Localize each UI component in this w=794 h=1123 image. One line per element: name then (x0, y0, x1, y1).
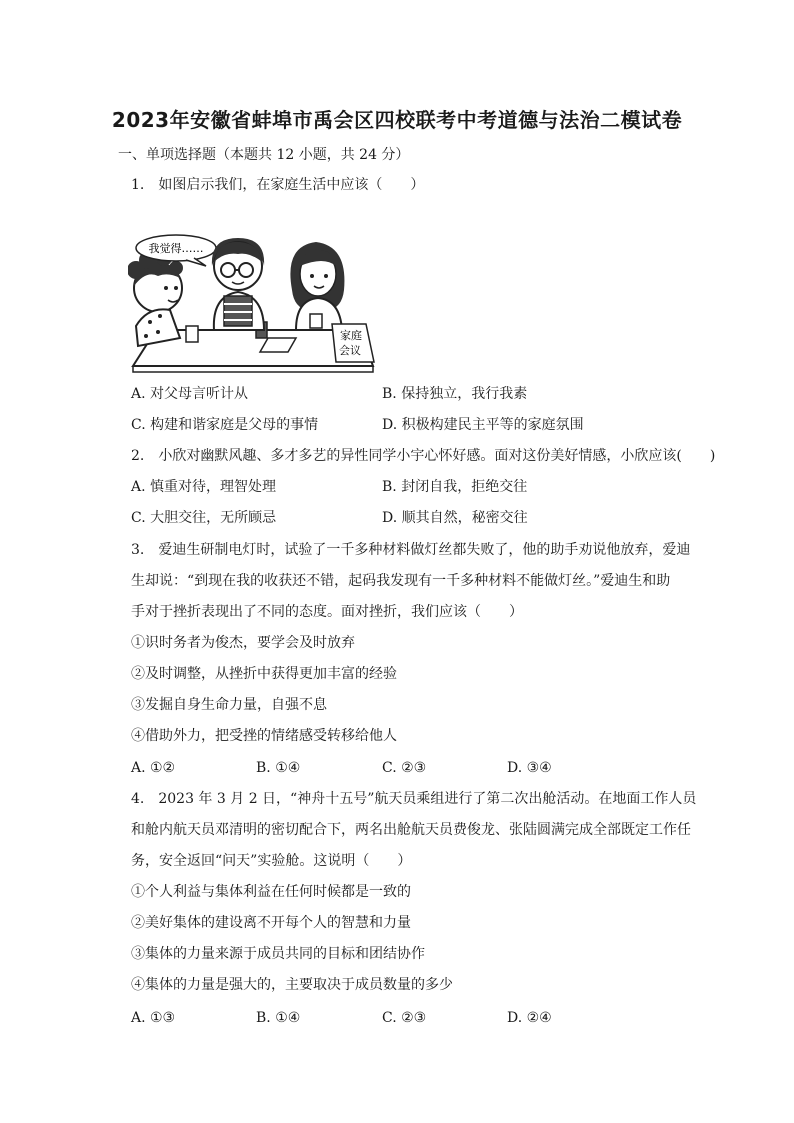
q1-option-c: C. 构建和谐家庭是父母的事情 (131, 417, 319, 433)
exam-title: 2023年安徽省蚌埠市禹会区四校联考中考道德与法治二模试卷 (111, 108, 683, 132)
q4-item-4: ④集体的力量是强大的，主要取决于成员数量的多少 (131, 977, 453, 993)
q2-option-b: B. 封闭自我，拒绝交往 (382, 479, 528, 495)
q4-item-2: ②美好集体的建设离不开每个人的智慧和力量 (131, 915, 411, 931)
q4-stem-line-3: 务，安全返回“问天”实验舱。这说明（ ） (131, 853, 412, 869)
speech-bubble-text: 我觉得…… (148, 242, 204, 255)
q3-stem-line-1: 3. 爱迪生研制电灯时，试验了一千多种材料做灯丝都失败了，他的助手劝说他放弃，爱迪 (131, 542, 691, 558)
q3-item-3: ③发掘自身生命力量，自强不息 (131, 697, 327, 713)
sign-line-2: 会议 (339, 344, 361, 357)
q4-stem-line-2: 和舱内航天员邓清明的密切配合下，两名出舱航天员费俊龙、张陆圆满完成全部既定工作任 (131, 822, 691, 838)
q4-option-b: B. ①④ (256, 1010, 301, 1026)
q3-stem-line-3: 手对于挫折表现出了不同的态度。面对挫折，我们应该（ ） (131, 604, 523, 620)
q2-option-d: D. 顺其自然，秘密交往 (382, 510, 528, 526)
q4-option-a: A. ①③ (131, 1010, 176, 1026)
family-meeting-illustration (128, 226, 380, 376)
q3-option-d: D. ③④ (507, 760, 552, 776)
sign-line-1: 家庭 (340, 329, 362, 342)
q4-item-1: ①个人利益与集体利益在任何时候都是一致的 (131, 884, 411, 900)
q1-option-a: A. 对父母言听计从 (131, 386, 249, 402)
q3-option-a: A. ①② (131, 760, 176, 776)
q3-item-2: ②及时调整，从挫折中获得更加丰富的经验 (131, 666, 397, 682)
q3-option-b: B. ①④ (256, 760, 301, 776)
q2-option-a: A. 慎重对待，理智处理 (131, 479, 277, 495)
q4-stem-line-1: 4. 2023 年 3 月 2 日，“神舟十五号”航天员乘组进行了第二次出舱活动。在地面工作人员 (131, 791, 697, 807)
q1-option-b: B. 保持独立，我行我素 (382, 386, 528, 402)
q3-stem-line-2: 生却说：“到现在我的收获还不错，起码我发现有一千多种材料不能做灯丝。”爱迪生和助 (131, 573, 671, 589)
q4-option-c: C. ②③ (382, 1010, 427, 1026)
q4-option-d: D. ②④ (507, 1010, 552, 1026)
q4-item-3: ③集体的力量来源于成员共同的目标和团结协作 (131, 946, 425, 962)
q1-stem: 1. 如图启示我们，在家庭生活中应该（ ） (131, 177, 425, 193)
q3-item-4: ④借助外力，把受挫的情绪感受转移给他人 (131, 728, 397, 744)
q2-option-c: C. 大胆交往，无所顾忌 (131, 510, 277, 526)
q1-option-d: D. 积极构建民主平等的家庭氛围 (382, 417, 584, 433)
q3-item-1: ①识时务者为俊杰，要学会及时放弃 (131, 635, 355, 651)
q3-option-c: C. ②③ (382, 760, 427, 776)
section-heading: 一、单项选择题（本题共 12 小题，共 24 分） (118, 147, 410, 163)
q2-stem: 2. 小欣对幽默风趣、多才多艺的异性同学小宇心怀好感。面对这份美好情感，小欣应该( ) (131, 448, 716, 464)
